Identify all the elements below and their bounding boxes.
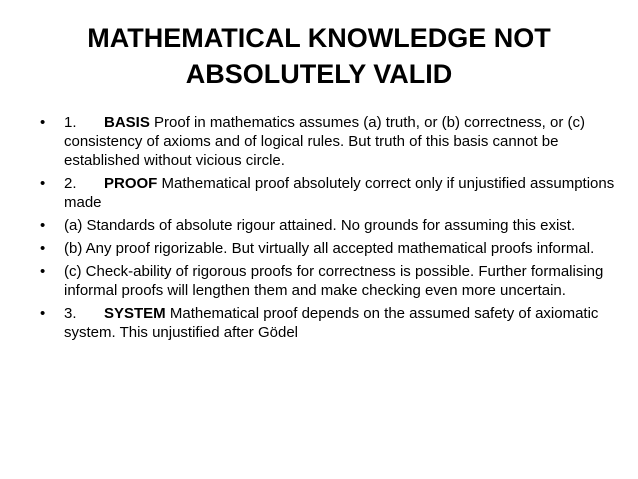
bullet-icon: • xyxy=(40,263,46,280)
bullet-item-a xyxy=(40,216,618,235)
bullet-item-b xyxy=(40,239,618,258)
bullet-item-system xyxy=(40,304,618,342)
item-number: 3. xyxy=(64,305,77,322)
item-keyword: SYSTEM xyxy=(104,305,166,322)
item-keyword: PROOF xyxy=(104,175,158,192)
bullet-icon: • xyxy=(40,175,46,192)
slide-title xyxy=(40,20,598,92)
bullet-item-c xyxy=(40,262,618,300)
bullet-icon: • xyxy=(40,114,46,131)
item-number: 1. xyxy=(64,114,77,131)
title-line-2: ABSOLUTELY VALID xyxy=(185,59,453,89)
item-text: (a) Standards of absolute rigour attained. No grounds for assuming this exist. xyxy=(64,217,576,234)
item-keyword: BASIS xyxy=(104,114,150,131)
bullet-icon: • xyxy=(40,217,46,234)
item-text: Mathematical proof absolutely correct only if unjustified assumptions made xyxy=(64,175,615,211)
title-line-1: MATHEMATICAL KNOWLEDGE NOT xyxy=(87,23,551,53)
item-number: 2. xyxy=(64,175,77,192)
item-text: Proof in mathematics assumes (a) truth, or (b) correctness, or (c) consistency of axioms and of logical rules. But truth of this basis cannot be established without vicious circle. xyxy=(64,114,585,169)
bullet-icon: • xyxy=(40,305,46,322)
bullet-list xyxy=(40,113,618,346)
item-text: Mathematical proof depends on the assumed safety of axiomatic system. This unjustified after Gödel xyxy=(64,305,599,341)
bullet-icon: • xyxy=(40,240,46,257)
item-text: (b) Any proof rigorizable. But virtually all accepted mathematical proofs informal. xyxy=(64,240,595,257)
item-text: (c) Check-ability of rigorous proofs for correctness is possible. Further formalising informal proofs will lengthen them and make checking even more uncertain. xyxy=(64,263,604,299)
bullet-item-basis xyxy=(40,113,618,170)
bullet-item-proof xyxy=(40,174,618,212)
